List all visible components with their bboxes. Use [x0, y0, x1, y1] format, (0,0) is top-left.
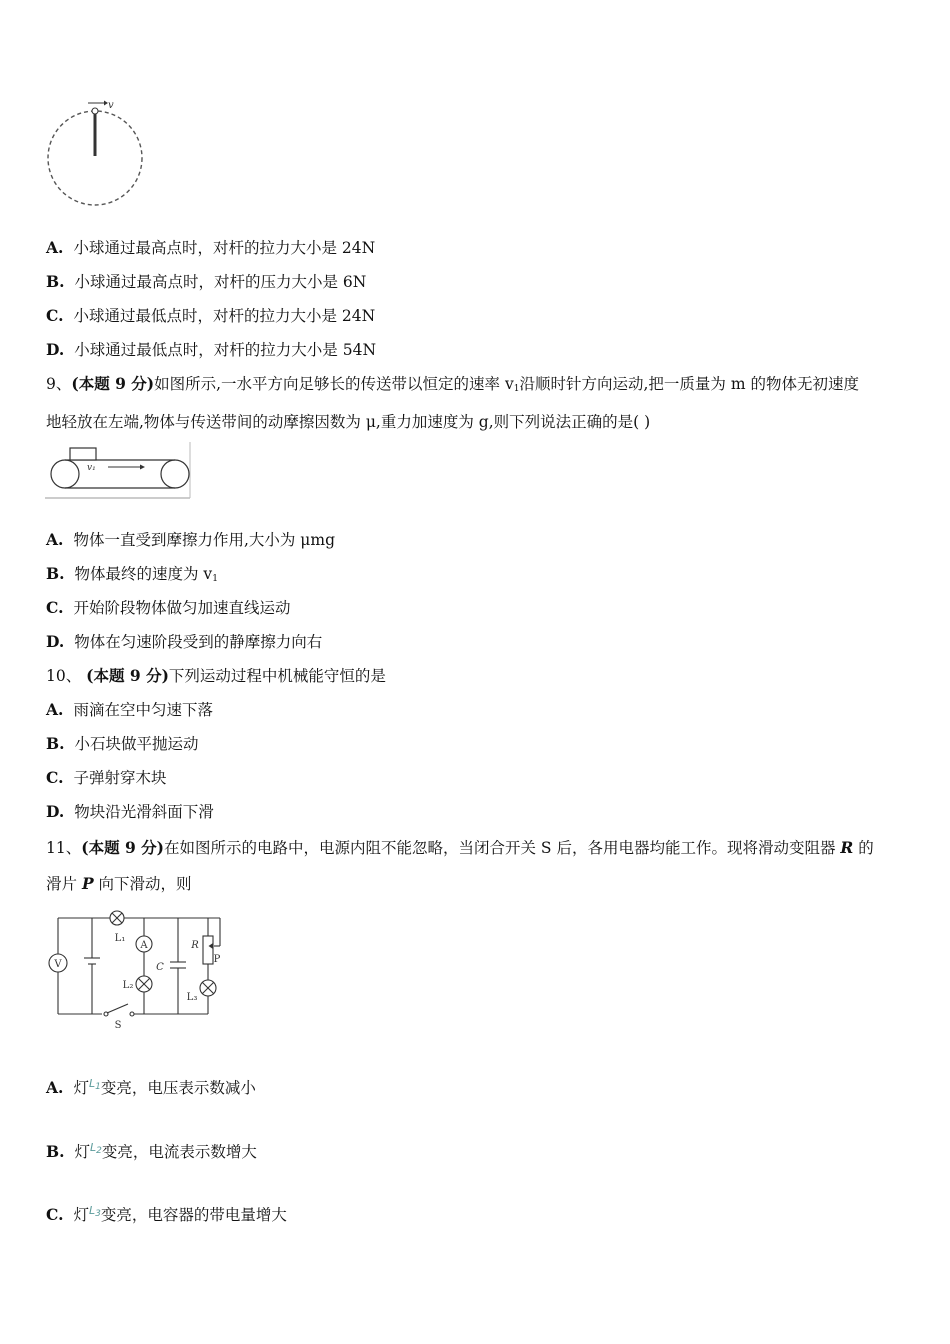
q9-option-b: B. 物体最终的速度为 $v_1$ [46, 564, 218, 584]
q11-circuit-figure [44, 906, 224, 1034]
q9-option-c: C. 开始阶段物体做匀加速直线运动 [46, 598, 291, 617]
rheostat-label: R [191, 940, 199, 951]
lamp-symbol: L2 [90, 1141, 102, 1156]
q9-belt-velocity-label: v₁ [87, 463, 96, 473]
l1-label: L₁ [114, 933, 126, 944]
switch-label: S [114, 1020, 122, 1031]
q11-option-b: B. 灯$^{L_2}$变亮，电流表示数增大 [46, 1141, 257, 1161]
q11-stem-line1: 11、(本题 9 分)在如图所示的电路中，电源内阻不能忽略，当闭合开关 S 后，各用电器均能工作。现将滑动变阻器 R 的 [46, 838, 874, 857]
q10-option-c: C. 子弹射穿木块 [46, 768, 167, 787]
q11-stem-line2: 滑片 P 向下滑动，则 [46, 874, 192, 893]
q11-option-c: C. 灯$^{L_3}$变亮，电容器的带电量增大 [46, 1204, 287, 1224]
capacitor-label: C [156, 962, 164, 973]
q9-option-a: A. 物体一直受到摩擦力作用,大小为 μmg [46, 530, 335, 549]
q8-option-b: B. 小球通过最高点时，对杆的压力大小是 6N [46, 272, 367, 291]
slider-label: P [213, 954, 221, 965]
q10-stem: 10、 (本题 9 分)下列运动过程中机械能守恒的是 [46, 666, 386, 685]
voltmeter-label: V [54, 959, 62, 970]
q8-option-a: A. 小球通过最高点时，对杆的拉力大小是 24N [46, 238, 376, 257]
q8-option-d: D. 小球通过最低点时，对杆的拉力大小是 54N [46, 340, 377, 359]
q9-stem-line2: 地轻放在左端,物体与传送带间的动摩擦因数为 μ,重力加速度为 g,则下列说法正确的是( ) [46, 413, 651, 431]
q8-option-c: C. 小球通过最低点时，对杆的拉力大小是 24N [46, 306, 376, 325]
q9-option-d: D. 物体在匀速阶段受到的静摩擦力向右 [46, 632, 323, 651]
q10-option-b: B. 小石块做平抛运动 [46, 734, 199, 753]
q9-conveyor-figure [44, 440, 192, 500]
ammeter-label: A [140, 940, 148, 951]
q9-stem-line1: 9、(本题 9 分)如图所示,一水平方向足够长的传送带以恒定的速率 $v_1$沿顺时针方向运动,把一质量为 m 的物体无初速度 [46, 374, 859, 394]
q10-option-a: A. 雨滴在空中匀速下落 [46, 700, 213, 719]
q10-option-d: D. 物块沿光滑斜面下滑 [46, 802, 214, 821]
q8-figure [44, 96, 148, 210]
l2-label: L₂ [122, 980, 134, 991]
lamp-symbol: L1 [88, 1077, 101, 1092]
lamp-symbol: L3 [88, 1204, 101, 1219]
q8-velocity-label: v [108, 100, 114, 111]
q11-option-a: A. 灯$^{L_1}$变亮，电压表示数减小 [46, 1077, 256, 1097]
l3-label: L₃ [186, 992, 198, 1003]
